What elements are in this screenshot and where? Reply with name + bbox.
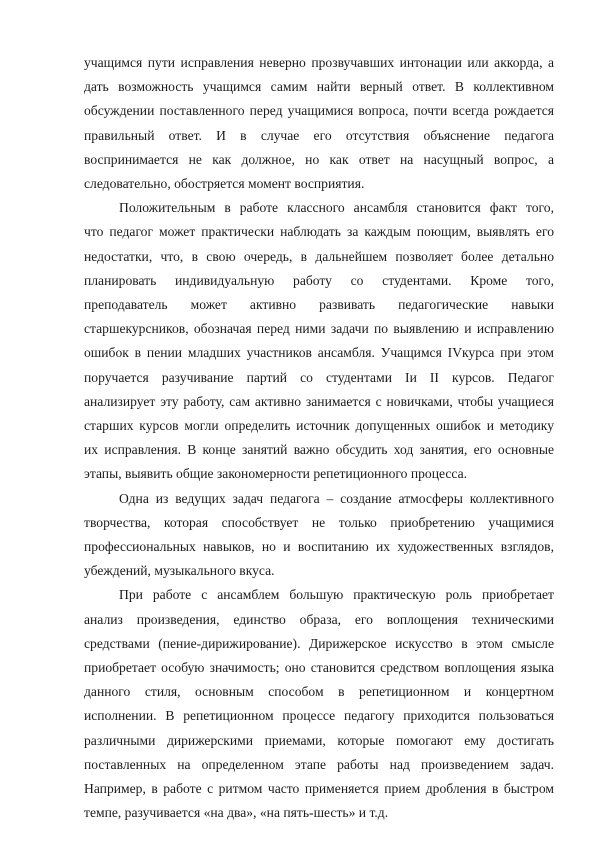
text-line: старшекурсников, обозначая перед ними задачи по выявлению и исправлению [84,321,554,337]
paragraph-4 [84,583,554,825]
text-line: преподаватель может активно развивать педагогические навыки [84,297,554,313]
document-page [84,51,554,826]
text-line: недостатки, что, в свою очередь, в дальнейшем позволяет более детально [84,248,554,264]
text-line: следовательно, обостряется момент восприятия. [84,176,365,192]
text-line: Положительным в работе классного ансамбля становится факт того, [119,200,554,216]
text-line: данного стиля, основным способом в репетиционном и концертном [84,684,554,700]
text-line: анализирует эту работу, сам активно занимается с новичками, чтобы учащиеся [84,393,554,409]
text-line: что педагог может практически наблюдать за каждым поющим, выявлять его [84,224,554,240]
text-line: различными дирижерскими приемами, которые помогают ему достигать [84,732,554,748]
text-line: ошибок в пении младших участников ансамбля. Учащимся IVкурса при этом [84,345,554,361]
text-line: обсуждении поставленного перед учащимися вопроса, почти всегда рождается [84,103,554,119]
text-line: При работе с ансамблем большую практическую роль приобретает [119,587,554,603]
text-line: приобретает особую значимость; оно становится средством воплощения языка [84,660,554,676]
text-line: Например, в работе с ритмом часто применяется прием дробления в быстром [84,781,554,797]
text-line: убеждений, музыкального вкуса. [84,563,275,579]
text-line: профессиональных навыков, но и воспитанию их художественных взглядов, [84,539,554,555]
text-line: средствами (пение-дирижирование). Дирижерское искусство в этом смысле [84,635,554,651]
paragraph-1 [84,51,554,196]
text-line: дать возможность учащимся самим найти верный ответ. В коллективном [84,79,554,95]
paragraph-3 [84,487,554,584]
text-line: Одна из ведущих задач педагога – создание атмосферы коллективного [119,490,554,506]
text-line: темпе, разучивается «на два», «на пять-шесть» и т.д. [84,805,389,821]
text-line: старших курсов могли определить источник допущенных ошибок и методику [84,418,554,434]
text-line: поручается разучивание партий со студентами Iи II курсов. Педагог [84,369,554,385]
text-line: творчества, которая способствует не только приобретению учащимися [84,514,554,530]
text-line: поставленных на определенном этапе работы над произведением задач. [84,756,554,772]
text-line: их исправления. В конце занятий важно обсудить ход занятия, его основные [84,442,554,458]
text-line: воспринимается не как должное, но как ответ на насущный вопрос, а [84,151,554,167]
paragraph-2 [84,196,554,486]
text-line: анализ произведения, единство образа, его воплощения техническими [84,611,554,627]
text-line: правильный ответ. И в случае его отсутствия объяснение педагога [84,127,554,143]
text-line: этапы, выявить общие закономерности репетиционного процесса. [84,466,468,482]
text-line: учащимся пути исправления неверно прозвучавших интонации или аккорда, а [84,55,554,70]
text-line: планировать индивидуальную работу со студентами. Кроме того, [84,272,554,288]
text-line: исполнении. В репетиционном процессе педагогу приходится пользоваться [84,708,554,724]
